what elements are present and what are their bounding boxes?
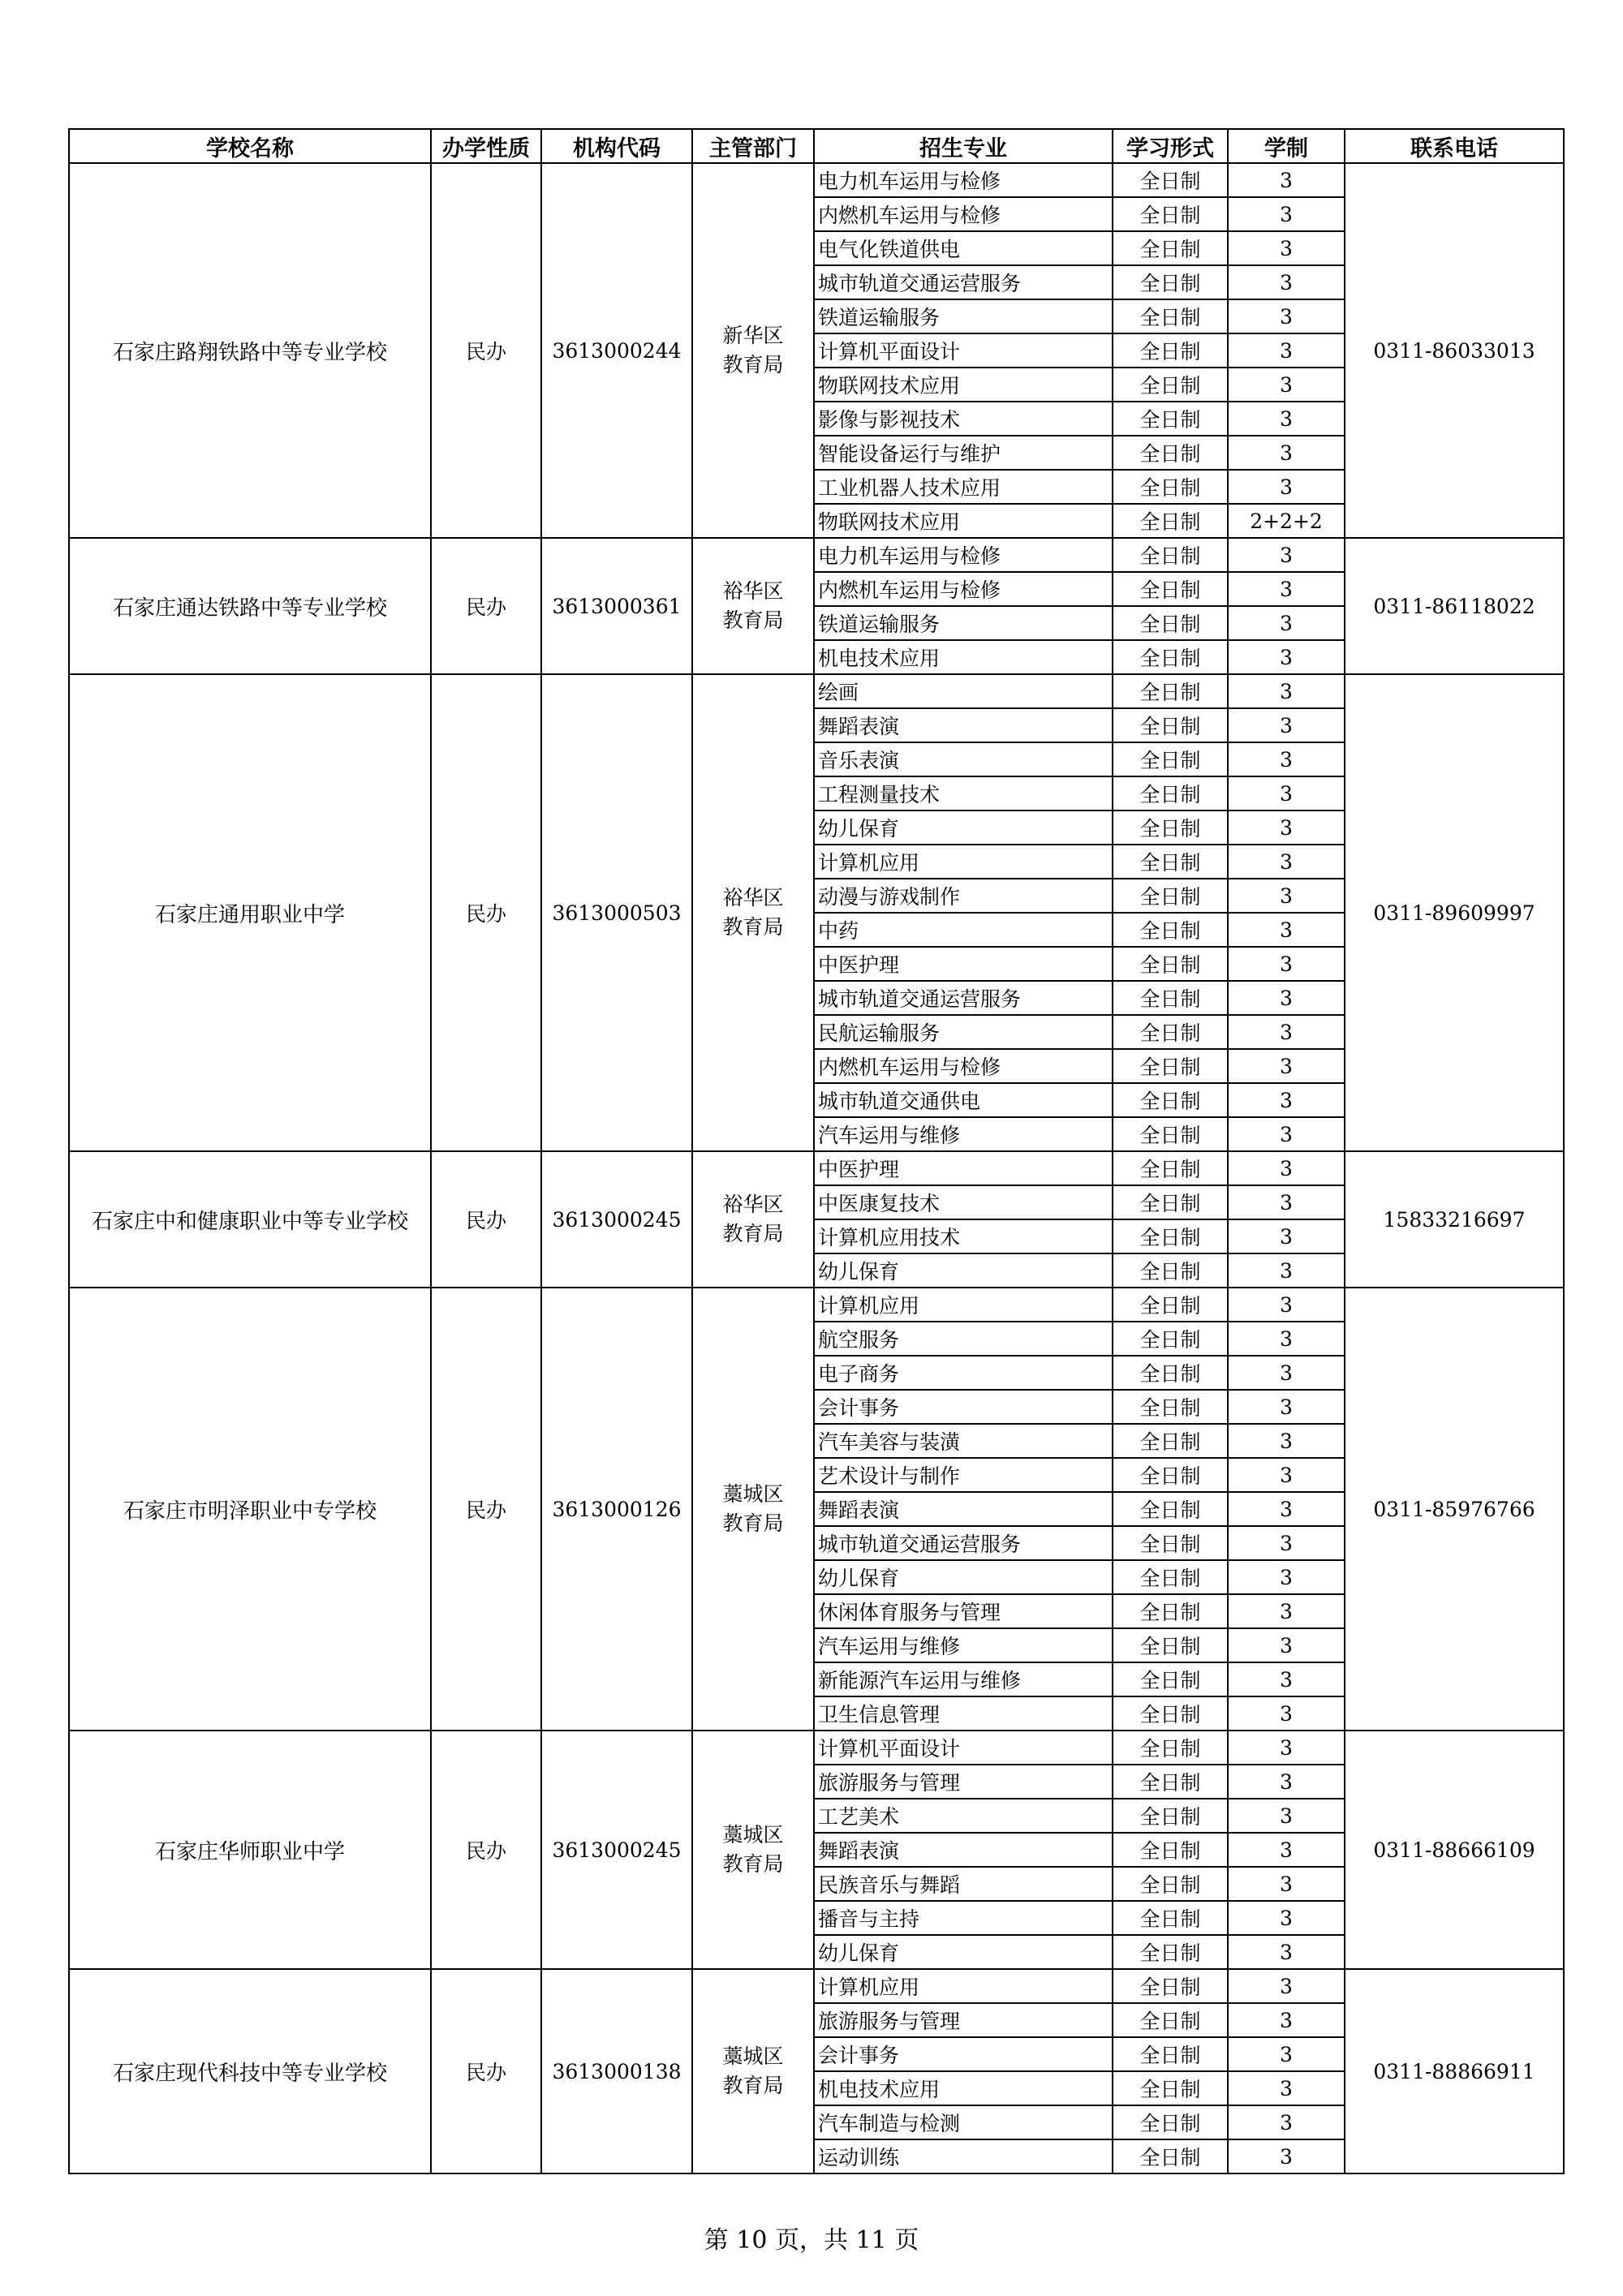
school-code-cell: 3613000244 [541,163,692,538]
school-code-cell: 3613000361 [541,538,692,674]
dept-line: 藁城区 [722,1823,784,1847]
study-years-cell: 2+2+2 [1228,504,1345,538]
study-form-cell: 全日制 [1113,1969,1228,2003]
study-form-cell: 全日制 [1113,1731,1228,1765]
study-years-cell: 3 [1228,299,1345,333]
study-form-cell: 全日制 [1113,1662,1228,1696]
major-cell: 电气化铁道供电 [814,231,1113,265]
study-form-cell: 全日制 [1113,1594,1228,1628]
header-nature: 办学性质 [431,129,541,163]
study-form-cell: 全日制 [1113,470,1228,504]
major-cell: 休闲体育服务与管理 [814,1594,1113,1628]
study-years-cell: 3 [1228,1015,1345,1049]
major-cell: 影像与影视技术 [814,402,1113,436]
study-years-cell: 3 [1228,913,1345,947]
major-cell: 新能源汽车运用与维修 [814,1662,1113,1696]
dept-line: 裕华区 [722,1193,784,1216]
school-dept-cell [692,1731,814,1969]
study-form-cell: 全日制 [1113,2139,1228,2173]
study-years-cell: 3 [1228,402,1345,436]
study-form-cell: 全日制 [1113,197,1228,231]
major-cell: 中药 [814,913,1113,947]
major-cell: 电力机车运用与检修 [814,538,1113,572]
study-years-cell: 3 [1228,436,1345,470]
study-form-cell: 全日制 [1113,1219,1228,1253]
school-phone-cell: 0311-85976766 [1345,1288,1564,1731]
major-cell: 幼儿保育 [814,810,1113,845]
study-years-cell: 3 [1228,1969,1345,2003]
study-form-cell: 全日制 [1113,981,1228,1015]
school-nature-cell: 民办 [431,538,541,674]
dept-line: 裕华区 [722,886,784,909]
study-form-cell: 全日制 [1113,1322,1228,1356]
study-years-cell: 3 [1228,1492,1345,1526]
major-cell: 中医护理 [814,1151,1113,1185]
major-cell: 城市轨道交通供电 [814,1083,1113,1117]
school-nature-cell: 民办 [431,674,541,1151]
study-years-cell: 3 [1228,1390,1345,1424]
study-form-cell: 全日制 [1113,1015,1228,1049]
study-form-cell: 全日制 [1113,1867,1228,1901]
school-phone-cell: 0311-88666109 [1345,1731,1564,1969]
school-dept-cell [692,1151,814,1288]
study-form-cell: 全日制 [1113,436,1228,470]
dept-line: 教育局 [722,1222,784,1245]
major-cell: 工业机器人技术应用 [814,470,1113,504]
study-years-cell: 3 [1228,1219,1345,1253]
major-cell: 内燃机车运用与检修 [814,572,1113,606]
header-years: 学制 [1228,129,1345,163]
table-row [69,1288,1564,1322]
study-form-cell: 全日制 [1113,1049,1228,1083]
dept-line: 教育局 [722,353,784,376]
study-form-cell: 全日制 [1113,2071,1228,2105]
header-code: 机构代码 [541,129,692,163]
study-form-cell: 全日制 [1113,1901,1228,1935]
table-row [69,1151,1564,1185]
study-form-cell: 全日制 [1113,1799,1228,1833]
study-form-cell: 全日制 [1113,1935,1228,1969]
study-years-cell: 3 [1228,2037,1345,2071]
study-form-cell: 全日制 [1113,1151,1228,1185]
major-cell: 播音与主持 [814,1901,1113,1935]
study-form-cell: 全日制 [1113,1560,1228,1594]
study-form-cell: 全日制 [1113,1288,1228,1322]
major-cell: 民航运输服务 [814,1015,1113,1049]
school-dept-cell [692,674,814,1151]
study-form-cell: 全日制 [1113,1083,1228,1117]
study-years-cell: 3 [1228,879,1345,913]
header-form: 学习形式 [1113,129,1228,163]
school-dept-cell [692,163,814,538]
study-form-cell: 全日制 [1113,504,1228,538]
major-cell: 运动训练 [814,2139,1113,2173]
enrollment-table [68,128,1565,2174]
study-years-cell: 3 [1228,1151,1345,1185]
study-form-cell: 全日制 [1113,879,1228,913]
header-major: 招生专业 [814,129,1113,163]
school-nature-cell: 民办 [431,1151,541,1288]
study-years-cell: 3 [1228,640,1345,674]
dept-line: 藁城区 [722,1482,784,1506]
study-years-cell: 3 [1228,1765,1345,1799]
header-school: 学校名称 [69,129,431,163]
dept-line: 裕华区 [722,579,784,603]
major-cell: 机电技术应用 [814,640,1113,674]
study-years-cell: 3 [1228,1356,1345,1390]
study-years-cell: 3 [1228,1833,1345,1867]
study-form-cell: 全日制 [1113,1696,1228,1731]
study-years-cell: 3 [1228,265,1345,299]
major-cell: 城市轨道交通运营服务 [814,1526,1113,1560]
study-form-cell: 全日制 [1113,2037,1228,2071]
study-years-cell: 3 [1228,1628,1345,1662]
study-form-cell: 全日制 [1113,1424,1228,1458]
school-phone-cell: 0311-88866911 [1345,1969,1564,2173]
school-code-cell: 3613000138 [541,1969,692,2173]
school-name-cell: 石家庄中和健康职业中等专业学校 [69,1151,431,1288]
school-code-cell: 3613000126 [541,1288,692,1731]
study-form-cell: 全日制 [1113,538,1228,572]
study-years-cell: 3 [1228,1731,1345,1765]
study-years-cell: 3 [1228,606,1345,640]
dept-line: 教育局 [722,915,784,939]
major-cell: 铁道运输服务 [814,299,1113,333]
study-form-cell: 全日制 [1113,947,1228,981]
school-name-cell: 石家庄通达铁路中等专业学校 [69,538,431,674]
study-years-cell: 3 [1228,368,1345,402]
school-nature-cell: 民办 [431,1288,541,1731]
major-cell: 汽车制造与检测 [814,2105,1113,2139]
major-cell: 计算机平面设计 [814,1731,1113,1765]
major-cell: 计算机平面设计 [814,333,1113,368]
study-form-cell: 全日制 [1113,1356,1228,1390]
study-years-cell: 3 [1228,1117,1345,1151]
study-years-cell: 3 [1228,1594,1345,1628]
study-years-cell: 3 [1228,1867,1345,1901]
study-years-cell: 3 [1228,2071,1345,2105]
school-phone-cell: 0311-86033013 [1345,163,1564,538]
study-years-cell: 3 [1228,1083,1345,1117]
study-form-cell: 全日制 [1113,1185,1228,1219]
study-years-cell: 3 [1228,1185,1345,1219]
study-years-cell: 3 [1228,2139,1345,2173]
study-years-cell: 3 [1228,333,1345,368]
major-cell: 舞蹈表演 [814,1833,1113,1867]
dept-line: 新华区 [722,324,784,347]
major-cell: 物联网技术应用 [814,368,1113,402]
school-nature-cell: 民办 [431,163,541,538]
school-nature-cell: 民办 [431,1731,541,1969]
study-years-cell: 3 [1228,1049,1345,1083]
major-cell: 幼儿保育 [814,1253,1113,1288]
study-years-cell: 3 [1228,1288,1345,1322]
major-cell: 工程测量技术 [814,776,1113,810]
study-years-cell: 3 [1228,1560,1345,1594]
dept-line: 教育局 [722,1852,784,1876]
major-cell: 幼儿保育 [814,1560,1113,1594]
study-years-cell: 3 [1228,1935,1345,1969]
table-row [69,674,1564,708]
school-name-cell: 石家庄华师职业中学 [69,1731,431,1969]
dept-line: 教育局 [722,2074,784,2097]
major-cell: 汽车运用与维修 [814,1117,1113,1151]
study-form-cell: 全日制 [1113,2003,1228,2037]
header-phone: 联系电话 [1345,129,1564,163]
major-cell: 幼儿保育 [814,1935,1113,1969]
table-row [69,163,1564,197]
study-years-cell: 3 [1228,2003,1345,2037]
study-form-cell: 全日制 [1113,776,1228,810]
study-years-cell: 3 [1228,1901,1345,1935]
school-phone-cell: 0311-86118022 [1345,538,1564,674]
school-name-cell: 石家庄市明泽职业中专学校 [69,1288,431,1731]
major-cell: 铁道运输服务 [814,606,1113,640]
study-form-cell: 全日制 [1113,572,1228,606]
study-years-cell: 3 [1228,1322,1345,1356]
study-form-cell: 全日制 [1113,402,1228,436]
table-row [69,538,1564,572]
major-cell: 旅游服务与管理 [814,2003,1113,2037]
major-cell: 艺术设计与制作 [814,1458,1113,1492]
dept-line: 藁城区 [722,2044,784,2068]
major-cell: 动漫与游戏制作 [814,879,1113,913]
study-years-cell: 3 [1228,1424,1345,1458]
study-years-cell: 3 [1228,708,1345,742]
major-cell: 航空服务 [814,1322,1113,1356]
study-form-cell: 全日制 [1113,845,1228,879]
major-cell: 城市轨道交通运营服务 [814,265,1113,299]
major-cell: 内燃机车运用与检修 [814,1049,1113,1083]
study-form-cell: 全日制 [1113,368,1228,402]
study-years-cell: 3 [1228,2105,1345,2139]
major-cell: 民族音乐与舞蹈 [814,1867,1113,1901]
study-years-cell: 3 [1228,572,1345,606]
study-years-cell: 3 [1228,1799,1345,1833]
major-cell: 舞蹈表演 [814,708,1113,742]
study-form-cell: 全日制 [1113,810,1228,845]
school-name-cell: 石家庄路翔铁路中等专业学校 [69,163,431,538]
study-years-cell: 3 [1228,470,1345,504]
major-cell: 电力机车运用与检修 [814,163,1113,197]
study-form-cell: 全日制 [1113,1628,1228,1662]
major-cell: 卫生信息管理 [814,1696,1113,1731]
school-name-cell: 石家庄通用职业中学 [69,674,431,1151]
table-row [69,1731,1564,1765]
major-cell: 汽车运用与维修 [814,1628,1113,1662]
major-cell: 电子商务 [814,1356,1113,1390]
study-years-cell: 3 [1228,810,1345,845]
study-years-cell: 3 [1228,742,1345,776]
major-cell: 机电技术应用 [814,2071,1113,2105]
study-years-cell: 3 [1228,674,1345,708]
school-phone-cell: 15833216697 [1345,1151,1564,1288]
major-cell: 会计事务 [814,1390,1113,1424]
page-footer: 第 10 页，共 11 页 [704,2226,919,2255]
major-cell: 计算机应用 [814,1288,1113,1322]
study-form-cell: 全日制 [1113,333,1228,368]
study-form-cell: 全日制 [1113,640,1228,674]
study-years-cell: 3 [1228,231,1345,265]
major-cell: 舞蹈表演 [814,1492,1113,1526]
major-cell: 物联网技术应用 [814,504,1113,538]
study-years-cell: 3 [1228,1662,1345,1696]
school-nature-cell: 民办 [431,1969,541,2173]
major-cell: 内燃机车运用与检修 [814,197,1113,231]
study-form-cell: 全日制 [1113,299,1228,333]
study-years-cell: 3 [1228,981,1345,1015]
dept-line: 教育局 [722,608,784,632]
study-years-cell: 3 [1228,845,1345,879]
major-cell: 音乐表演 [814,742,1113,776]
study-form-cell: 全日制 [1113,1390,1228,1424]
header-row [69,129,1564,163]
school-code-cell: 3613000503 [541,674,692,1151]
study-form-cell: 全日制 [1113,606,1228,640]
major-cell: 城市轨道交通运营服务 [814,981,1113,1015]
study-form-cell: 全日制 [1113,1492,1228,1526]
major-cell: 旅游服务与管理 [814,1765,1113,1799]
study-form-cell: 全日制 [1113,708,1228,742]
major-cell: 绘画 [814,674,1113,708]
study-years-cell: 3 [1228,538,1345,572]
study-years-cell: 3 [1228,1253,1345,1288]
study-form-cell: 全日制 [1113,1765,1228,1799]
study-form-cell: 全日制 [1113,2105,1228,2139]
study-form-cell: 全日制 [1113,1117,1228,1151]
major-cell: 会计事务 [814,2037,1113,2071]
dept-line: 教育局 [722,1511,784,1535]
study-form-cell: 全日制 [1113,742,1228,776]
study-form-cell: 全日制 [1113,1458,1228,1492]
study-form-cell: 全日制 [1113,674,1228,708]
study-years-cell: 3 [1228,776,1345,810]
study-form-cell: 全日制 [1113,913,1228,947]
major-cell: 智能设备运行与维护 [814,436,1113,470]
header-dept: 主管部门 [692,129,814,163]
school-dept-cell [692,1969,814,2173]
school-dept-cell [692,1288,814,1731]
study-form-cell: 全日制 [1113,265,1228,299]
major-cell: 汽车美容与装潢 [814,1424,1113,1458]
study-form-cell: 全日制 [1113,231,1228,265]
school-name-cell: 石家庄现代科技中等专业学校 [69,1969,431,2173]
study-years-cell: 3 [1228,197,1345,231]
major-cell: 计算机应用技术 [814,1219,1113,1253]
study-years-cell: 3 [1228,947,1345,981]
study-form-cell: 全日制 [1113,1253,1228,1288]
school-phone-cell: 0311-89609997 [1345,674,1564,1151]
school-dept-cell [692,538,814,674]
study-years-cell: 3 [1228,1458,1345,1492]
study-years-cell: 3 [1228,1696,1345,1731]
major-cell: 中医护理 [814,947,1113,981]
study-form-cell: 全日制 [1113,1833,1228,1867]
study-form-cell: 全日制 [1113,163,1228,197]
major-cell: 工艺美术 [814,1799,1113,1833]
major-cell: 计算机应用 [814,845,1113,879]
major-cell: 计算机应用 [814,1969,1113,2003]
school-code-cell: 3613000245 [541,1151,692,1288]
table-row [69,1969,1564,2003]
school-code-cell: 3613000245 [541,1731,692,1969]
major-cell: 中医康复技术 [814,1185,1113,1219]
table-body [69,163,1564,2173]
study-years-cell: 3 [1228,163,1345,197]
study-form-cell: 全日制 [1113,1526,1228,1560]
study-years-cell: 3 [1228,1526,1345,1560]
